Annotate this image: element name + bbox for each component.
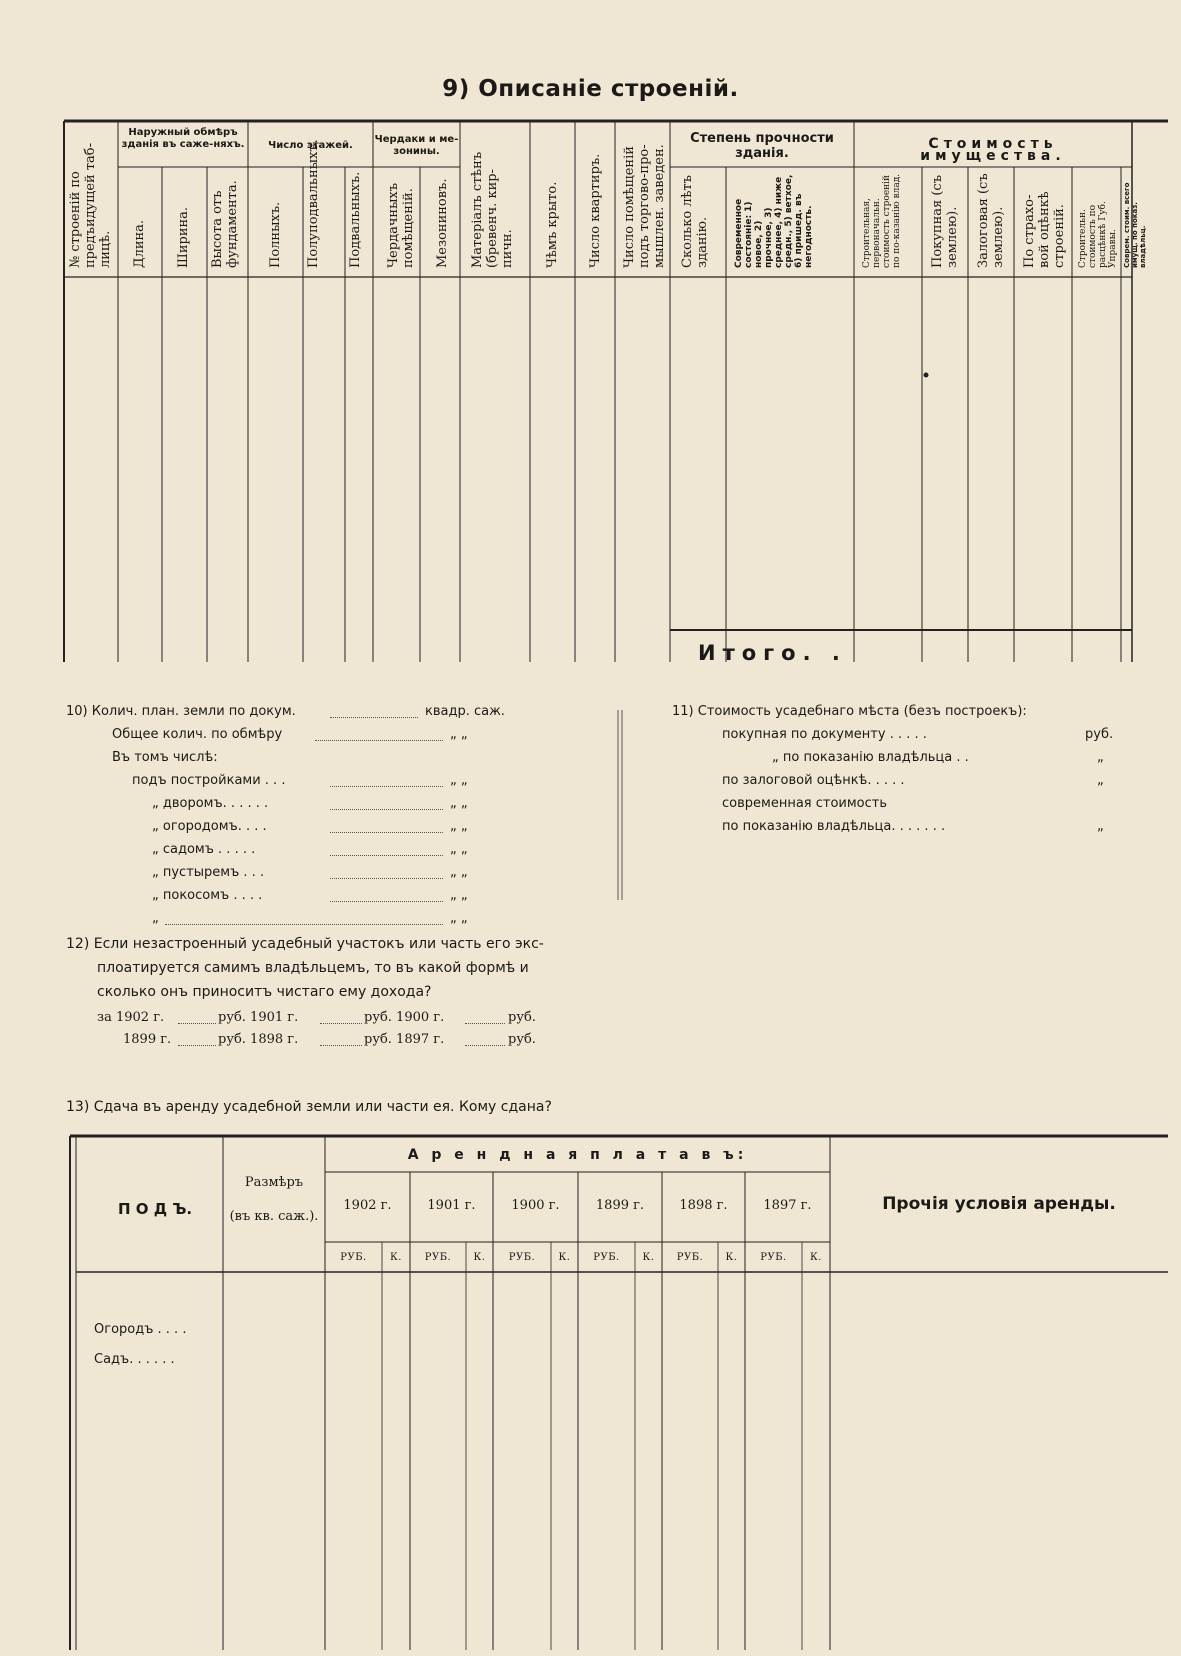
- col-under: П О Д Ъ.: [118, 1200, 193, 1218]
- value-row-label: современная стоимость: [722, 796, 888, 811]
- col-province: Строительн. стоимость по расцѣнкѣ Губ. Управы.: [1078, 201, 1118, 268]
- col-building-no: № строенiй по предъидущей таб-лицѣ.: [68, 142, 113, 268]
- col-mezzanines: Мезониновъ.: [435, 178, 450, 268]
- value-row-label: покупная по документу . . . . .: [722, 727, 927, 742]
- year-1899: 1899 г.: [595, 1198, 645, 1213]
- value-row-label: по залоговой оцѣнкѣ. . . . .: [722, 773, 905, 788]
- fill-line: [330, 717, 418, 718]
- land-row-mark: „ „: [450, 773, 468, 788]
- total-label: Итого. .: [698, 641, 847, 665]
- year-1900: 1900 г.: [511, 1198, 560, 1213]
- col-width: Ширина.: [176, 206, 191, 268]
- rub-label: РУБ.: [508, 1252, 536, 1263]
- fill-line: [178, 1045, 216, 1046]
- year-1897: 1897 г.: [763, 1198, 812, 1213]
- fill-line: [330, 855, 443, 856]
- col-years: Сколько лѣтъ зданiю.: [680, 175, 710, 268]
- col-size-unit: (въ кв. саж.).: [229, 1209, 319, 1224]
- col-apartments: Число квартиръ.: [588, 153, 603, 268]
- col-insurance: По страхо-вой оцѣнкѣ строенiй.: [1022, 191, 1067, 268]
- land-row-label: „ садомъ . . . . .: [152, 842, 256, 857]
- value-row-mark: „: [1097, 750, 1104, 765]
- income-cell: руб. 1901 г.: [218, 1010, 299, 1025]
- fill-line: [178, 1023, 216, 1024]
- col-purchase: Покупная (съ землею).: [930, 175, 960, 268]
- year-1898: 1898 г.: [679, 1198, 728, 1213]
- col-basement: Подвальныхъ.: [348, 171, 363, 268]
- fill-line: [330, 878, 443, 879]
- rent-header: А р е н д н а я п л а т а в ъ:: [407, 1147, 748, 1163]
- rub-label: РУБ.: [760, 1252, 787, 1263]
- section12-line2: плоатируется самимъ владѣльцемъ, то въ какой формѣ и: [97, 960, 529, 976]
- kop-label: К.: [558, 1252, 571, 1263]
- land-row-mark: „ „: [450, 865, 468, 880]
- land-row-label: „ покосомъ . . . .: [152, 888, 263, 903]
- fill-line: [330, 832, 443, 833]
- land-row-mark: „ „: [450, 842, 468, 857]
- section11-title: 11) Стоимость усадебнаго мѣста (безъ построекъ):: [672, 704, 1027, 719]
- col-length: Длина.: [132, 219, 147, 268]
- section12-line1: 12) Если незастроенный усадебный участокъ или часть его экс-: [66, 936, 544, 952]
- kop-label: К.: [725, 1252, 738, 1263]
- col-condition: Современное состоянiе: 1) новое, 2) прочное, 3) среднее, 4) ниже средн., 5) ветхое, 6) пришед. въ негодность.: [734, 174, 814, 268]
- col-current: Соврем. стоим. всего имущ. по показ. владѣльц.: [1123, 182, 1147, 268]
- land-row-mark: „ „: [450, 727, 468, 742]
- income-cell: руб. 1898 г.: [218, 1032, 299, 1047]
- section10-unit: квадр. саж.: [425, 704, 505, 719]
- land-row-mark: „ „: [450, 911, 468, 926]
- section9-title: 9) Описанiе строенiй.: [442, 76, 739, 102]
- col-height: Высота отъ фундамента.: [210, 180, 240, 268]
- header-floors-group: Число этажей.: [268, 140, 353, 151]
- col-roof: Чѣмъ крыто.: [545, 181, 560, 268]
- land-row-label: „ дворомъ. . . . . .: [152, 796, 269, 811]
- land-row-label: „ пустыремъ . . .: [152, 865, 265, 880]
- section12-line3: сколько онъ приноситъ чистаго ему дохода?: [97, 984, 432, 1000]
- income-cell: руб.: [508, 1032, 536, 1047]
- value-row-mark: руб.: [1085, 727, 1114, 742]
- kop-label: К.: [642, 1252, 655, 1263]
- rub-label: РУБ.: [676, 1252, 704, 1263]
- year-1902: 1902 г.: [343, 1198, 392, 1213]
- rent-row-label: Садъ. . . . . .: [94, 1352, 175, 1367]
- land-row-label: Общее колич. по обмѣру: [112, 727, 283, 742]
- value-row-mark: „: [1097, 773, 1104, 788]
- year-1901: 1901 г.: [427, 1198, 476, 1213]
- income-cell: руб. 1897 г.: [364, 1032, 445, 1047]
- section13-title: 13) Сдача въ аренду усадебной земли или части ея. Кому сдана?: [66, 1099, 552, 1115]
- header-dimensions-group: Наружный обмѣръ зданiя въ саже-няхъ.: [121, 127, 245, 150]
- value-row-label: „ по показанiю владѣльца . .: [772, 750, 969, 765]
- land-row-label: Въ томъ числѣ:: [112, 750, 218, 765]
- fill-line: [320, 1023, 362, 1024]
- kop-label: К.: [473, 1252, 486, 1263]
- col-size-label: Размѣръ: [244, 1175, 304, 1190]
- fill-line: [165, 924, 443, 925]
- kop-label: К.: [390, 1252, 402, 1263]
- fill-line: [465, 1045, 505, 1046]
- rent-row-label: Огородъ . . . .: [94, 1322, 187, 1337]
- rub-label: РУБ.: [593, 1252, 620, 1263]
- col-commercial: Число помѣщенiй подъ торгово-про-мышлен. заведен.: [622, 144, 667, 268]
- col-other-terms: Прочiя условiя аренды.: [882, 1194, 1116, 1214]
- land-row-label: подъ постройками . . .: [132, 773, 286, 788]
- income-cell: руб.: [508, 1010, 536, 1025]
- header-value-group: Стоимость имущества.: [920, 136, 1066, 164]
- header-strength-group: Степень прочности зданiя.: [690, 131, 834, 161]
- fill-line: [315, 740, 443, 741]
- rub-label: РУБ.: [424, 1252, 452, 1263]
- rub-label: РУБ.: [340, 1252, 367, 1263]
- land-row-mark: „ „: [450, 796, 468, 811]
- income-cell: за 1902 г.: [97, 1010, 165, 1025]
- col-mortgage: Залоговая (съ землею).: [976, 173, 1006, 268]
- fill-line: [320, 1045, 362, 1046]
- col-attic-rooms: Чердачныхъ помѣщенiй.: [386, 182, 416, 268]
- land-row-mark: „ „: [450, 819, 468, 834]
- income-cell: 1899 г.: [123, 1032, 172, 1047]
- land-row-mark: „ „: [450, 888, 468, 903]
- fill-line: [465, 1023, 505, 1024]
- income-cell: руб. 1900 г.: [364, 1010, 445, 1025]
- fill-line: [330, 901, 443, 902]
- fill-line: [330, 809, 443, 810]
- value-row-mark: „: [1097, 819, 1104, 834]
- land-row-label: „: [152, 911, 159, 926]
- section10-title: 10) Колич. план. земли по докум.: [66, 704, 296, 719]
- col-construction-cost: Строительная, первоначальн. стоимость строенiй по по-казанiю влад.: [862, 173, 902, 268]
- kop-label: К.: [810, 1252, 822, 1263]
- fill-line: [330, 786, 443, 787]
- land-row-label: „ огородомъ. . . .: [152, 819, 267, 834]
- col-wall-material: Матерiалъ стѣнъ (бревенч. кир-пичн.: [470, 151, 515, 268]
- value-row-label: по показанiю владѣльца. . . . . . .: [722, 819, 946, 834]
- col-semibasement: Полуподвальныхъ.: [306, 139, 321, 268]
- header-attics-group: Чердаки и ме-зонины.: [374, 134, 459, 157]
- col-full-floors: Полныхъ.: [268, 201, 283, 268]
